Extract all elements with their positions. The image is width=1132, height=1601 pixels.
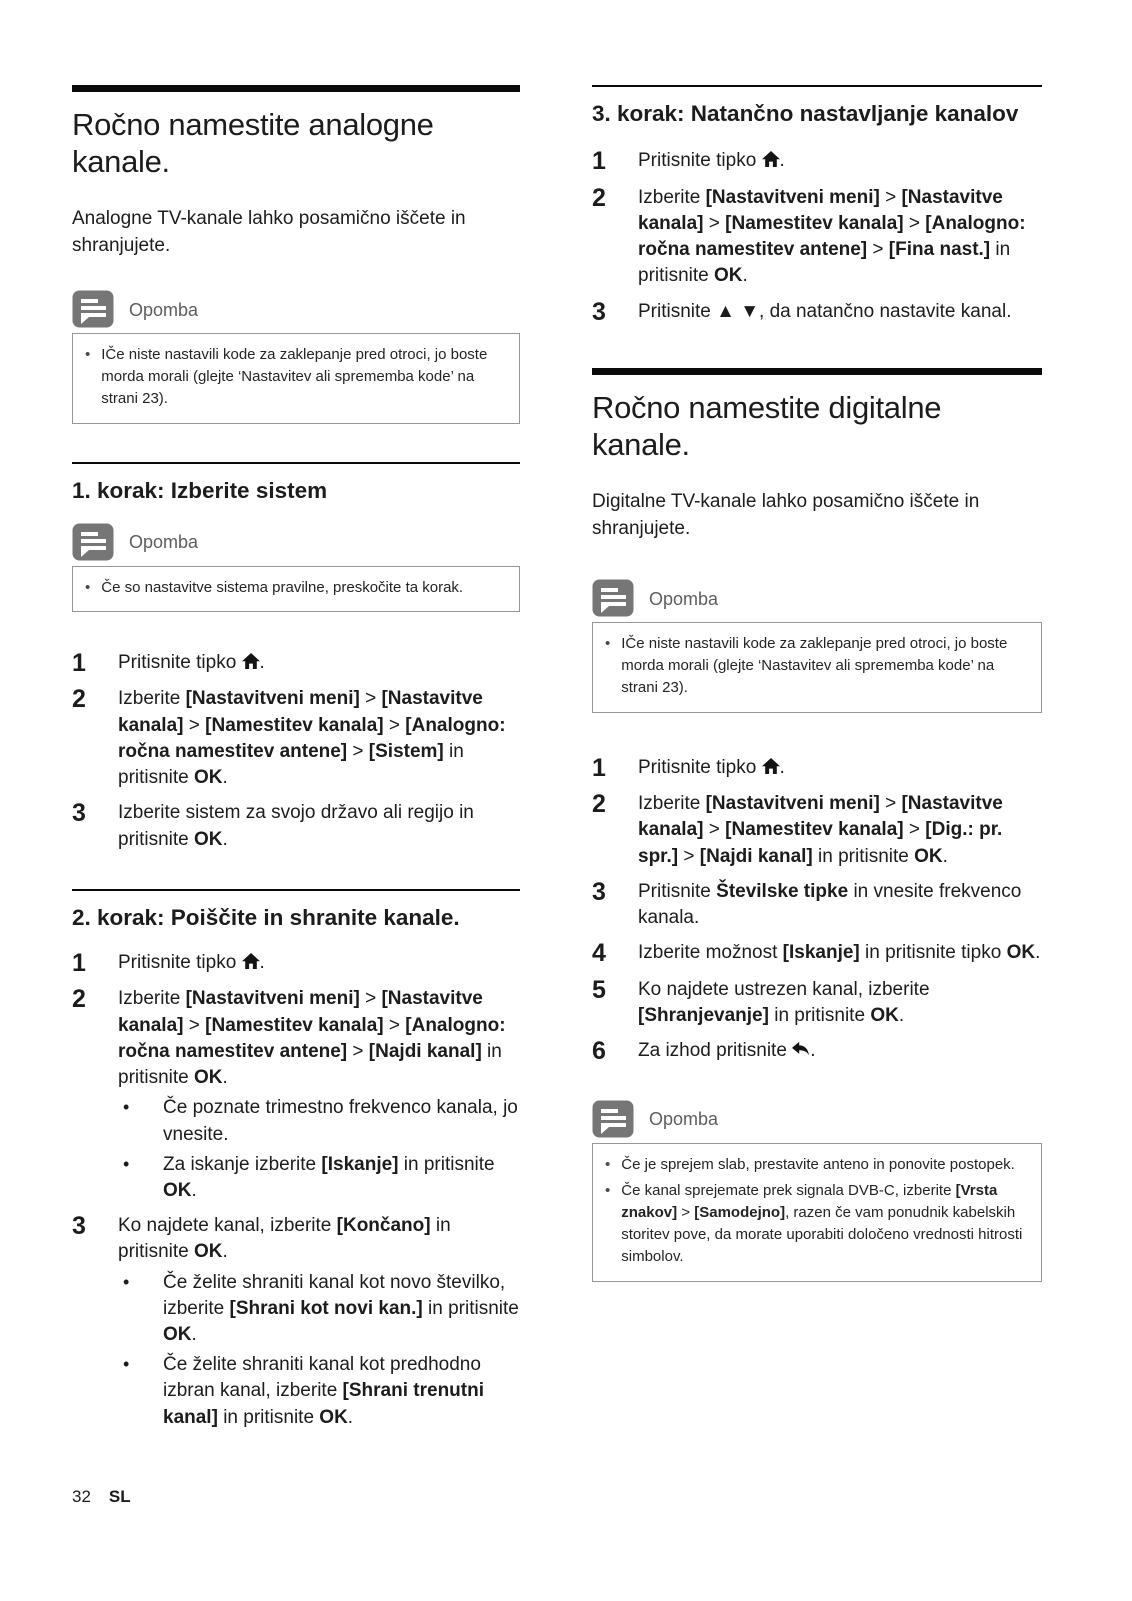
note-text: Če je sprejem slab, prestavite anteno in ponovite postopek. bbox=[621, 1155, 1015, 1173]
note-icon bbox=[72, 290, 114, 330]
note-parental-code-digital bbox=[592, 579, 1042, 713]
note-label: Opomba bbox=[649, 588, 719, 609]
step-number: 3 bbox=[592, 877, 606, 906]
note-text: IČe niste nastavili kode za zaklepanje pred otroci, jo boste morda morali (glejte ‘Nastavitev ali sprememba kode’ na strani 23). bbox=[101, 346, 488, 408]
step-text: Izberite [Nastavitveni meni] > [Nastavitve kanala] > [Namestitev kanala] > [Analogno: ročna namestitev antene] > [Fina nast.] in pritisnite OK. bbox=[638, 186, 1026, 287]
digital-steps bbox=[592, 755, 1042, 1066]
bullet-marker: • bbox=[123, 1153, 130, 1174]
step-number: 5 bbox=[592, 975, 606, 1004]
note-bullet-item bbox=[85, 344, 505, 411]
step-number: 6 bbox=[592, 1037, 606, 1066]
step-number: 1 bbox=[72, 948, 86, 977]
note-header bbox=[72, 290, 520, 330]
note-text: IČe niste nastavili kode za zaklepanje pred otroci, jo boste morda morali (glejte ‘Nastavitev ali sprememba kode’ na strani 23). bbox=[621, 635, 1008, 697]
step-item bbox=[592, 185, 1042, 290]
sub-bullet-item: • Če želite shraniti kanal kot predhodno izbran kanal, izberite [Shrani trenutni kanal] in pritisnite OK. bbox=[118, 1352, 520, 1431]
note-icon bbox=[592, 1100, 634, 1140]
home-icon bbox=[242, 653, 260, 669]
step2-section-title: 2. korak: Poiščite in shranite kanale. bbox=[72, 889, 520, 932]
step-number: 2 bbox=[592, 183, 606, 212]
step-number: 1 bbox=[592, 753, 606, 782]
step-number: 4 bbox=[592, 939, 606, 968]
step-text: Izberite možnost [Iskanje] in pritisnite tipko OK. bbox=[638, 942, 1041, 964]
note-box bbox=[592, 1143, 1042, 1282]
note-icon bbox=[72, 523, 114, 563]
bullet-marker: • bbox=[605, 635, 611, 653]
note-label: Opomba bbox=[129, 299, 199, 320]
bullet-marker: • bbox=[85, 346, 91, 364]
step-text: Izberite sistem za svojo državo ali regijo in pritisnite OK. bbox=[118, 802, 474, 850]
digital-intro-text: Digitalne TV-kanale lahko posamično iščete in shranjujete. bbox=[592, 491, 980, 540]
left-column bbox=[72, 85, 520, 1440]
note-box bbox=[72, 333, 520, 424]
bullet-marker: • bbox=[85, 578, 91, 596]
page-footer bbox=[72, 1487, 131, 1507]
note-box bbox=[72, 566, 520, 612]
step-text: Ko najdete kanal, izberite [Končano] in pritisnite OK. • Če želite shraniti kanal kot novo številko, izberite [Shrani kot novi kan.] in pritisnite OK. • Če želite shraniti kanal kot predhodno izbran kanal, izberite [Shrani trenutni kanal] in pritisnite OK. bbox=[118, 1213, 520, 1431]
step-number: 1 bbox=[72, 648, 86, 677]
sub-bullet-item: • Za iskanje izberite [Iskanje] in pritisnite OK. bbox=[118, 1152, 520, 1204]
step-item bbox=[72, 950, 520, 978]
language-label: SL bbox=[108, 1487, 131, 1506]
step-item bbox=[72, 686, 520, 791]
step-text: Pritisnite tipko . bbox=[638, 150, 785, 172]
note-icon bbox=[592, 579, 634, 619]
note-header bbox=[592, 579, 1042, 619]
step-text: Izberite [Nastavitveni meni] > [Nastavitve kanala] > [Namestitev kanala] > [Analogno: ročna namestitev antene] > [Najdi kanal] in pritisnite OK. • Če poznate trimestno frekvenco kanala, jo vnesite. • Za iskanje izberite [Iskanje] in pritisnite OK. bbox=[118, 986, 520, 1204]
step-item bbox=[592, 755, 1042, 783]
home-icon bbox=[762, 758, 780, 774]
home-icon bbox=[242, 953, 260, 969]
note-bullet-item bbox=[605, 1154, 1027, 1176]
step3-section-title: 3. korak: Natančno nastavljanje kanalov bbox=[592, 85, 1042, 128]
step-number: 2 bbox=[72, 685, 86, 714]
step-item bbox=[592, 791, 1042, 870]
note-box bbox=[592, 622, 1042, 713]
step-number: 2 bbox=[72, 985, 86, 1014]
bullet-marker: • bbox=[123, 1097, 130, 1118]
note-system-settings bbox=[72, 523, 520, 612]
note-text: Če so nastavitve sistema pravilne, preskočite ta korak. bbox=[101, 578, 464, 596]
note-text: Če kanal sprejemate prek signala DVB-C, izberite [Vrsta znakov] > [Samodejno], razen če vam ponudnik kabelskih storitev pove, da morate uporabiti določeno vrednosti hitrosti simbolov. bbox=[621, 1181, 1023, 1266]
note-header bbox=[592, 1100, 1042, 1140]
bullet-marker: • bbox=[123, 1271, 130, 1292]
step-item bbox=[72, 650, 520, 678]
step-number: 3 bbox=[72, 1212, 86, 1241]
step-text: Pritisnite tipko . bbox=[118, 951, 265, 973]
note-label: Opomba bbox=[649, 1109, 719, 1130]
step-item bbox=[72, 800, 520, 852]
step-number: 1 bbox=[592, 147, 606, 176]
note-bullet-item bbox=[605, 633, 1027, 700]
step-text: Izberite [Nastavitveni meni] > [Nastavitve kanala] > [Namestitev kanala] > [Analogno: ročna namestitev antene] > [Sistem] in pritisnite OK. bbox=[118, 688, 506, 789]
step-number: 2 bbox=[592, 790, 606, 819]
step-text: Pritisnite tipko . bbox=[118, 651, 265, 673]
bullet-marker: • bbox=[605, 1155, 611, 1173]
step2-steps bbox=[72, 950, 520, 1431]
step-number: 3 bbox=[72, 799, 86, 828]
note-bullet-item bbox=[605, 1180, 1027, 1269]
step1-section-title: 1. korak: Izberite sistem bbox=[72, 462, 520, 505]
step-text: Pritisnite Številske tipke in vnesite frekvenco kanala. bbox=[638, 880, 1022, 929]
step-item bbox=[592, 940, 1042, 968]
note-header bbox=[72, 523, 520, 563]
digital-section-title: Ročno namestite digitalne kanale. bbox=[592, 368, 1042, 463]
note-parental-code bbox=[72, 290, 520, 424]
step-text: Ko najdete ustrezen kanal, izberite [Shranjevanje] in pritisnite OK. bbox=[638, 978, 930, 1026]
step-item bbox=[592, 879, 1042, 931]
step1-steps bbox=[72, 650, 520, 853]
step-item bbox=[592, 299, 1042, 327]
step-number: 3 bbox=[592, 297, 606, 326]
step-text: Za izhod pritisnite . bbox=[638, 1040, 816, 1062]
step-text: Izberite [Nastavitveni meni] > [Nastavitve kanala] > [Namestitev kanala] > [Dig.: pr. spr.] > [Najdi kanal] in pritisnite OK. bbox=[638, 793, 1003, 867]
analog-section-title: Ročno namestite analogne kanale. bbox=[72, 85, 520, 180]
step-item bbox=[592, 977, 1042, 1029]
home-icon bbox=[762, 151, 780, 167]
step-text: Pritisnite tipko . bbox=[638, 756, 785, 778]
step-text: Pritisnite ▲ ▼, da natančno nastavite kanal. bbox=[638, 300, 1012, 322]
back-icon bbox=[792, 1041, 810, 1057]
note-label: Opomba bbox=[129, 532, 199, 553]
step-item bbox=[72, 986, 520, 1204]
bullet-marker: • bbox=[123, 1354, 130, 1375]
sub-bullet-item: • Če želite shraniti kanal kot novo številko, izberite [Shrani kot novi kan.] in pritisnite OK. bbox=[118, 1270, 520, 1349]
bullet-marker: • bbox=[605, 1181, 611, 1199]
note-reception bbox=[592, 1100, 1042, 1282]
right-column bbox=[592, 85, 1042, 1320]
sub-bullet-item: • Če poznate trimestno frekvenco kanala, jo vnesite. bbox=[118, 1095, 520, 1147]
analog-intro-text: Analogne TV-kanale lahko posamično iščete in shranjujete. bbox=[72, 208, 466, 257]
step-item bbox=[72, 1213, 520, 1431]
step3-steps bbox=[592, 148, 1042, 326]
page-number: 32 bbox=[72, 1487, 91, 1506]
step-item bbox=[592, 1038, 1042, 1066]
note-bullet-item bbox=[85, 577, 505, 599]
step-item bbox=[592, 148, 1042, 176]
